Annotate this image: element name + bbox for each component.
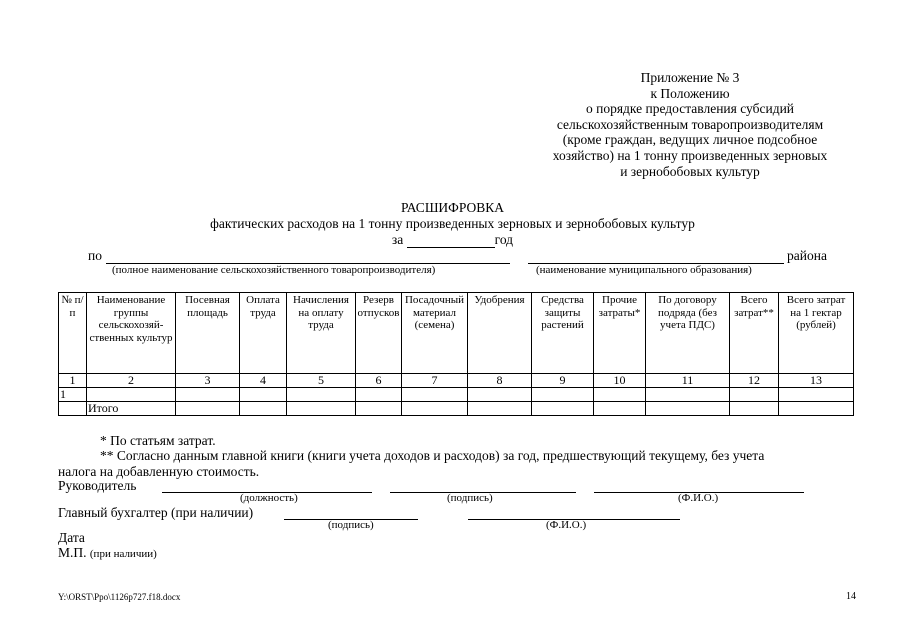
producer-suffix: района xyxy=(787,248,827,263)
column-number: 8 xyxy=(468,374,532,388)
name-caption: (Ф.И.О.) xyxy=(546,519,587,531)
column-header: Удобрения xyxy=(468,293,532,374)
table-cell[interactable] xyxy=(240,388,287,402)
column-header: Посадочный материал (семена) xyxy=(402,293,468,374)
table-header-row xyxy=(59,293,854,374)
table-total-row xyxy=(59,402,854,416)
table-cell[interactable] xyxy=(646,402,730,416)
signature-caption: (подпись) xyxy=(328,519,374,531)
table-cell[interactable] xyxy=(402,402,468,416)
table-cell[interactable] xyxy=(402,388,468,402)
table-cell[interactable] xyxy=(532,402,594,416)
table-cell[interactable] xyxy=(87,388,176,402)
table-cell[interactable] xyxy=(594,402,646,416)
period-prefix: за xyxy=(391,232,404,247)
column-number: 6 xyxy=(356,374,402,388)
column-number: 3 xyxy=(176,374,240,388)
table-cell[interactable] xyxy=(468,402,532,416)
stamp-suffix: (при наличии) xyxy=(89,548,157,560)
table-cell[interactable] xyxy=(646,388,730,402)
column-number: 2 xyxy=(87,374,176,388)
footnote-2-continued: налога на добавленную стоимость. xyxy=(58,464,260,479)
column-number-row xyxy=(59,374,854,388)
page-number: 14 xyxy=(846,591,856,602)
table-cell[interactable] xyxy=(356,402,402,416)
column-number: 11 xyxy=(646,374,730,388)
column-header: Оплата труда xyxy=(240,293,287,374)
row-number-cell: 1 xyxy=(59,388,87,402)
period-suffix: год xyxy=(494,232,514,247)
column-number: 7 xyxy=(402,374,468,388)
column-number: 1 xyxy=(59,374,87,388)
name-caption: (Ф.И.О.) xyxy=(678,492,719,504)
table-cell[interactable] xyxy=(779,402,854,416)
table-cell xyxy=(59,402,87,416)
column-header: Резерв отпусков xyxy=(356,293,402,374)
expense-table xyxy=(58,292,854,416)
appendix-line: к Положению xyxy=(650,85,730,101)
column-header: Прочие затраты* xyxy=(594,293,646,374)
stamp-label: М.П. xyxy=(58,545,87,560)
table-cell[interactable] xyxy=(287,388,356,402)
position-caption: (должность) xyxy=(240,492,298,504)
table-cell[interactable] xyxy=(176,388,240,402)
period-line xyxy=(0,232,905,248)
date-label: Дата xyxy=(58,530,85,545)
table-cell[interactable] xyxy=(532,388,594,402)
document-subtitle: фактических расходов на 1 тонну произведенных зерновых и зернобобовых культур xyxy=(210,216,695,231)
signature-caption: (подпись) xyxy=(447,492,493,504)
column-header: Начисления на оплату труда xyxy=(287,293,356,374)
column-header: Всего затрат на 1 гектар (рублей) xyxy=(779,293,854,374)
table-cell[interactable] xyxy=(594,388,646,402)
column-header: Средства защиты растений xyxy=(532,293,594,374)
table-cell[interactable] xyxy=(176,402,240,416)
column-header: Посевная площадь xyxy=(176,293,240,374)
column-header: Всего затрат** xyxy=(730,293,779,374)
column-number: 9 xyxy=(532,374,594,388)
footnote-1: * По статьям затрат. xyxy=(100,433,216,448)
table-cell[interactable] xyxy=(468,388,532,402)
appendix-line: сельскохозяйственным товаропроизводителям xyxy=(556,116,824,132)
appendix-header xyxy=(520,70,860,179)
producer-prefix: по xyxy=(88,248,102,263)
table-cell[interactable] xyxy=(730,388,779,402)
column-number: 12 xyxy=(730,374,779,388)
table-cell[interactable] xyxy=(356,388,402,402)
table-cell[interactable] xyxy=(730,402,779,416)
table-row xyxy=(59,388,854,402)
appendix-line: хозяйство) на 1 тонну произведенных зерновых xyxy=(552,147,828,163)
footnote-2: ** Согласно данным главной книги (книги учета доходов и расходов) за год, предшествующий текущему, без учета xyxy=(100,448,765,463)
period-year-field[interactable] xyxy=(407,235,495,248)
appendix-line: (кроме граждан, ведущих личное подсобное xyxy=(562,132,818,148)
manager-label: Руководитель xyxy=(58,478,137,493)
municipality-caption: (наименование муниципального образования) xyxy=(536,264,752,276)
total-label-cell: Итого xyxy=(87,402,176,416)
table-cell[interactable] xyxy=(779,388,854,402)
stamp-line xyxy=(58,545,157,561)
appendix-line: и зернобобовых культур xyxy=(620,163,760,179)
column-number: 13 xyxy=(779,374,854,388)
document-title: РАСШИФРОВКА xyxy=(400,200,505,215)
column-header: По договору подряда (без учета ПДС) xyxy=(646,293,730,374)
column-header: № п/п xyxy=(59,293,87,374)
column-number: 10 xyxy=(594,374,646,388)
column-number: 4 xyxy=(240,374,287,388)
column-number: 5 xyxy=(287,374,356,388)
appendix-line: о порядке предоставления субсидий xyxy=(585,101,795,117)
appendix-line: Приложение № 3 xyxy=(640,70,740,85)
producer-caption: (полное наименование сельскохозяйственного товаропроизводителя) xyxy=(112,264,436,276)
file-path: Y:\ORST\Ppo\1126p727.f18.docx xyxy=(58,592,181,602)
accountant-label: Главный бухгалтер (при наличии) xyxy=(58,505,254,520)
table-cell[interactable] xyxy=(240,402,287,416)
table-cell[interactable] xyxy=(287,402,356,416)
column-header: Наименование группы сельскохозяй-ственных культур xyxy=(87,293,176,374)
